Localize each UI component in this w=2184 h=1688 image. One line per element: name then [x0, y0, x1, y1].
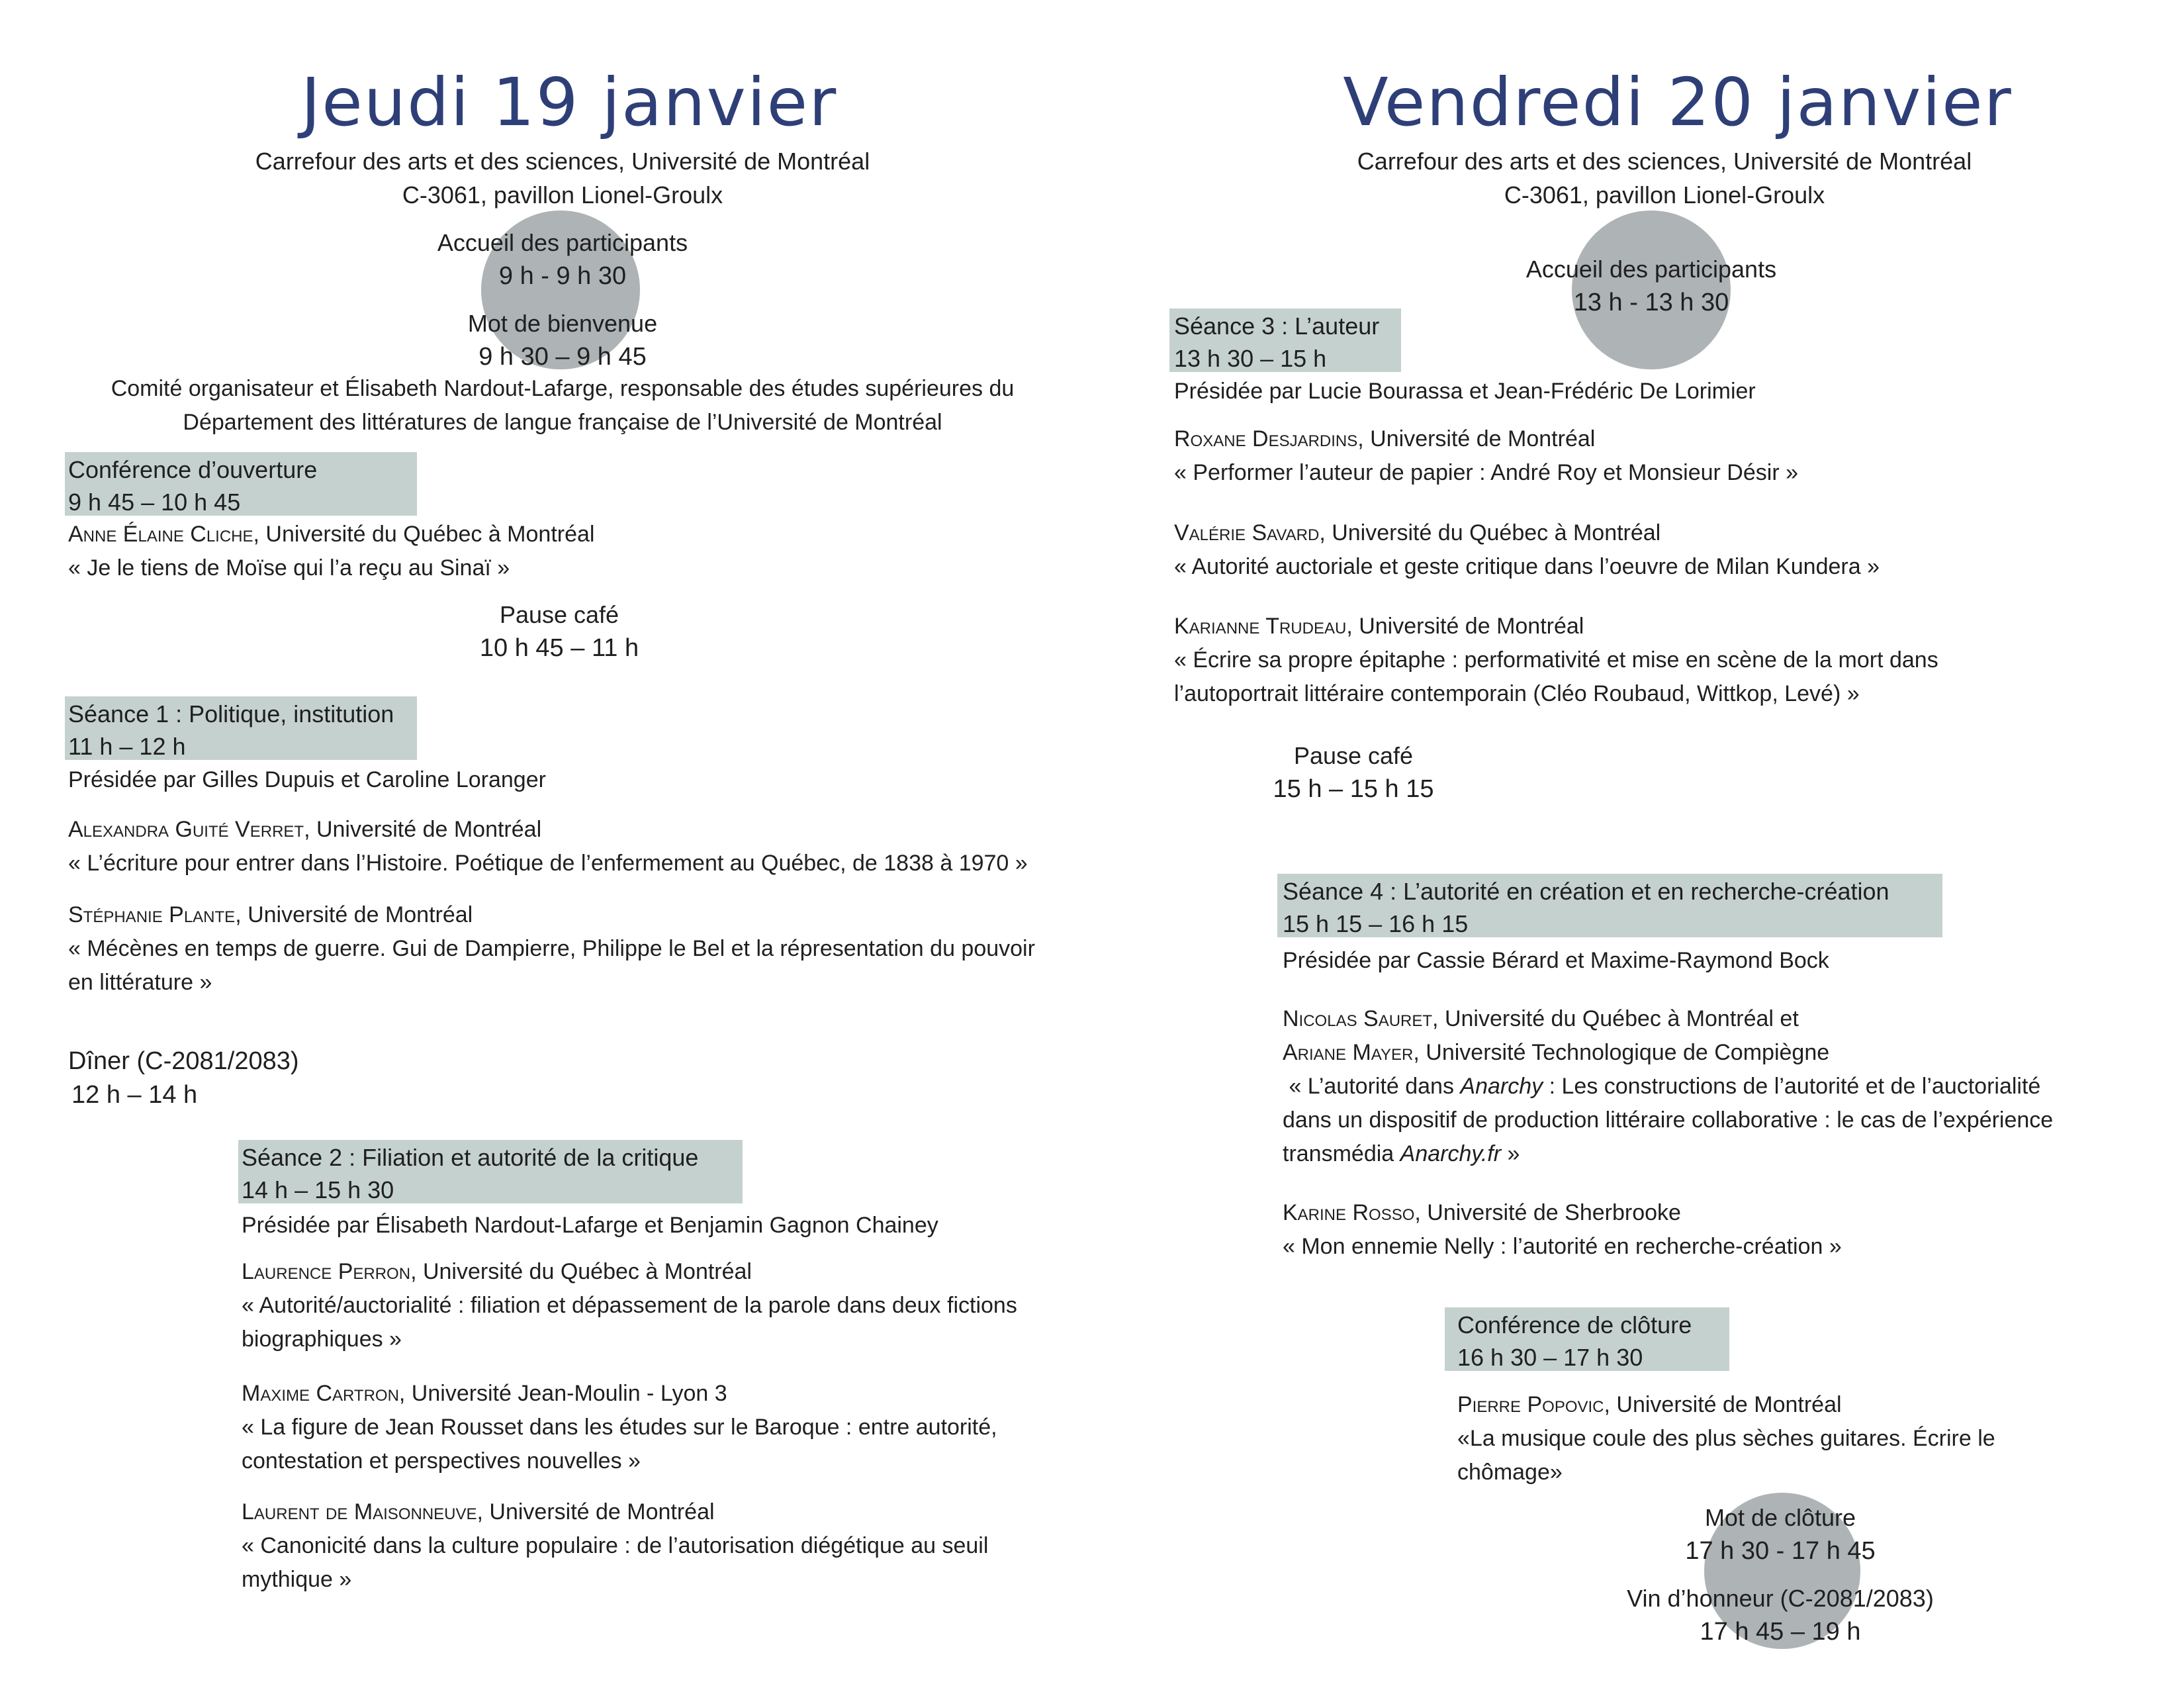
talk-title-line-2: l’autoportrait littéraire contemporain (Cléo Roubaud, Wittkop, Levé) » — [1174, 681, 1860, 706]
pause-time: 15 h – 15 h 15 — [1273, 775, 1434, 803]
seance-3-chair: Présidée par Lucie Bourassa et Jean-Frédéric De Lorimier — [1174, 379, 1756, 404]
mot-cloture-time: 17 h 30 - 17 h 45 — [1685, 1537, 1876, 1565]
talk-title-italic: Anarchy — [1460, 1074, 1543, 1099]
seance-4-time: 15 h 15 – 16 h 15 — [1283, 910, 1469, 937]
accueil-label: Accueil des participants — [437, 229, 688, 256]
talk-item — [68, 813, 1028, 880]
pause-label: Pause café — [1293, 742, 1414, 769]
talk-title-line-2: contestation et perspectives nouvelles » — [242, 1448, 641, 1474]
speaker-affiliation: , Université de Montréal — [235, 902, 473, 927]
talk-title-line-2: en littérature » — [68, 970, 212, 995]
speaker-affiliation: , Université de Montréal — [1357, 426, 1596, 451]
mot-cloture — [1575, 1501, 1985, 1568]
ouverture-label: Conférence d’ouverture — [68, 456, 318, 483]
seance-1-chair: Présidée par Gilles Dupuis et Caroline Loranger — [68, 767, 546, 792]
talk-item — [242, 1255, 1017, 1356]
diner-time: 12 h – 14 h — [71, 1081, 198, 1109]
ouverture-time: 9 h 45 – 10 h 45 — [68, 489, 241, 516]
vin-honneur — [1575, 1581, 1985, 1649]
talk-title-part: transmédia — [1283, 1141, 1400, 1166]
speaker-name: Alexandra Guité Verret — [68, 817, 304, 842]
cloture-time: 16 h 30 – 17 h 30 — [1457, 1344, 1643, 1371]
mot-cloture-label: Mot de clôture — [1704, 1504, 1856, 1531]
speaker-affiliation: , Université de Montréal — [1346, 614, 1584, 639]
seance-2-time: 14 h – 15 h 30 — [242, 1176, 394, 1203]
speaker-affiliation: , Université Jean-Moulin - Lyon 3 — [398, 1381, 727, 1406]
comite-line-1: Comité organisateur et Élisabeth Nardout-Lafarge, responsable des études supérieures du — [111, 376, 1015, 401]
talk-title-line-2: dans un dispositif de production littéraire collaborative : le cas de l’expérience — [1283, 1107, 2054, 1133]
speaker-affiliation: , Université de Montréal — [304, 817, 542, 842]
day-title-jeudi: Jeudi 19 janvier — [300, 64, 838, 141]
accueil-time: 13 h - 13 h 30 — [1573, 289, 1729, 316]
talk-title-line-2: chômage» — [1457, 1460, 1563, 1485]
vin-time: 17 h 45 – 19 h — [1700, 1618, 1861, 1646]
bienvenue-label: Mot de bienvenue — [467, 310, 658, 337]
diner-label: Dîner (C-2081/2083) — [68, 1047, 299, 1075]
seance-4-chair: Présidée par Cassie Bérard et Maxime-Raymond Bock — [1283, 948, 1829, 973]
accueil-time: 9 h - 9 h 30 — [498, 262, 627, 290]
talk-item — [1283, 1002, 2053, 1171]
speaker-name: Maxime Cartron — [242, 1381, 399, 1406]
speaker-name: Nicolas Sauret, — [1283, 1006, 1439, 1031]
talk-title-line-1: « Écrire sa propre épitaphe : performativité et mise en scène de la mort dans — [1174, 647, 1938, 673]
speaker-name: Pierre Popovic — [1457, 1392, 1604, 1417]
seance-4-header — [1283, 875, 1889, 940]
speaker-affiliation: , Université de Montréal — [1604, 1392, 1842, 1417]
venue-line-2: C-3061, pavillon Lionel-Groulx — [402, 181, 723, 209]
ouverture-header — [68, 453, 317, 518]
speaker-name: Stéphanie Plante — [68, 902, 236, 927]
talk-item — [242, 1377, 997, 1478]
talk-title: « Autorité auctoriale et geste critique dans l’oeuvre de Milan Kundera » — [1174, 554, 1880, 579]
accueil-vendredi — [1387, 252, 1916, 320]
talk-title-italic: Anarchy.fr — [1400, 1141, 1502, 1166]
speaker-affiliation: , Université de Sherbrooke — [1414, 1200, 1681, 1225]
talk-title-line-1: « La figure de Jean Rousset dans les études sur le Baroque : entre autorité, — [242, 1415, 997, 1440]
seance-3-time: 13 h 30 – 15 h — [1174, 345, 1327, 372]
speaker-name: Karianne Trudeau — [1174, 614, 1347, 639]
talk-title-part: » — [1501, 1141, 1520, 1166]
pause-cafe-jeudi — [361, 598, 758, 665]
speaker-affiliation: , Université Technologique de Compiègne — [1413, 1040, 1830, 1065]
seance-1-time: 11 h – 12 h — [68, 733, 186, 760]
speaker-affiliation: , Université du Québec à Montréal — [253, 522, 595, 547]
seance-2-label: Séance 2 : Filiation et autorité de la critique — [242, 1144, 699, 1171]
talk-title-part: « L’autorité dans — [1283, 1074, 1461, 1099]
bienvenue-jeudi — [298, 306, 827, 374]
speaker-name: Laurence Perron — [242, 1259, 411, 1284]
talk-title-line-1: « Canonicité dans la culture populaire : de l’autorisation diégétique au seuil — [242, 1533, 989, 1558]
speaker-name: Karine Rosso — [1283, 1200, 1415, 1225]
seance-1-label: Séance 1 : Politique, institution — [68, 700, 394, 727]
comite-text — [40, 372, 1085, 440]
talk-title: « Je le tiens de Moïse qui l’a reçu au Sinaï » — [68, 555, 510, 581]
day-title-vendredi: Vendredi 20 janvier — [1343, 64, 2013, 141]
speaker-name: Anne Élaine Cliche — [68, 522, 253, 547]
cloture-talk — [1457, 1388, 1995, 1489]
talk-title-line-2: biographiques » — [242, 1327, 402, 1352]
talk-item — [1174, 516, 1880, 584]
speaker-name: Roxane Desjardins — [1174, 426, 1358, 451]
speaker-name: Ariane Mayer — [1283, 1040, 1414, 1065]
speaker-affiliation: Université du Québec à Montréal et — [1438, 1006, 1799, 1031]
venue-line-1: Carrefour des arts et des sciences, Université de Montréal — [1357, 148, 1972, 175]
seance-2-header — [242, 1141, 698, 1206]
pause-time: 10 h 45 – 11 h — [479, 634, 639, 662]
diner — [68, 1045, 299, 1112]
talk-item — [242, 1495, 988, 1597]
vin-label: Vin d’honneur (C-2081/2083) — [1627, 1585, 1934, 1612]
speaker-affiliation: , Université de Montréal — [477, 1499, 715, 1524]
talk-title: « L’écriture pour entrer dans l’Histoire. Poétique de l’enfermement au Québec, de 1838 à 1970 » — [68, 851, 1028, 876]
speaker-name: Valérie Savard — [1174, 520, 1320, 545]
talk-item — [1283, 1196, 1842, 1264]
talk-title: « Mon ennemie Nelly : l’autorité en recherche-création » — [1283, 1234, 1842, 1259]
venue-line-1: Carrefour des arts et des sciences, Université de Montréal — [255, 148, 870, 175]
talk-title-line-2: mythique » — [242, 1567, 352, 1592]
talk-item — [68, 898, 1035, 1000]
accueil-label: Accueil des participants — [1525, 256, 1777, 283]
seance-2-chair: Présidée par Élisabeth Nardout-Lafarge et Benjamin Gagnon Chainey — [242, 1213, 938, 1238]
cloture-label: Conférence de clôture — [1457, 1311, 1692, 1338]
talk-item — [1174, 610, 1938, 711]
speaker-name: Laurent de Maisonneuve — [242, 1499, 477, 1524]
venue-vendredi — [1234, 144, 2095, 212]
pause-label: Pause café — [499, 601, 619, 628]
seance-3-header — [1174, 310, 1379, 375]
ouverture-talk — [68, 518, 594, 585]
speaker-affiliation: , Université du Québec à Montréal — [1319, 520, 1661, 545]
talk-title: « Performer l’auteur de papier : André Roy et Monsieur Désir » — [1174, 460, 1799, 485]
venue-line-2: C-3061, pavillon Lionel-Groulx — [1504, 181, 1825, 209]
talk-title-line-1: « Mécènes en temps de guerre. Gui de Dampierre, Philippe le Bel et la répresentation du pouvoir — [68, 936, 1035, 961]
pause-cafe-vendredi — [1221, 739, 1486, 806]
talk-title-line-1: «La musique coule des plus sèches guitares. Écrire le — [1457, 1426, 1995, 1451]
cloture-header — [1457, 1309, 1692, 1374]
speaker-affiliation: , Université du Québec à Montréal — [410, 1259, 752, 1284]
venue-jeudi — [132, 144, 993, 212]
comite-line-2: Département des littératures de langue française de l’Université de Montréal — [183, 410, 942, 435]
bienvenue-time: 9 h 30 – 9 h 45 — [478, 343, 647, 371]
talk-title-line-1: « Autorité/auctorialité : filiation et dépassement de la parole dans deux fictions — [242, 1293, 1017, 1318]
seance-3-label: Séance 3 : L’auteur — [1174, 312, 1380, 340]
seance-1-header — [68, 698, 394, 763]
accueil-jeudi — [298, 226, 827, 293]
seance-4-label: Séance 4 : L’autorité en création et en recherche-création — [1283, 878, 1889, 905]
talk-item — [1174, 422, 1798, 490]
talk-title-part: : Les constructions de l’autorité et de l’auctorialité — [1543, 1074, 2041, 1099]
